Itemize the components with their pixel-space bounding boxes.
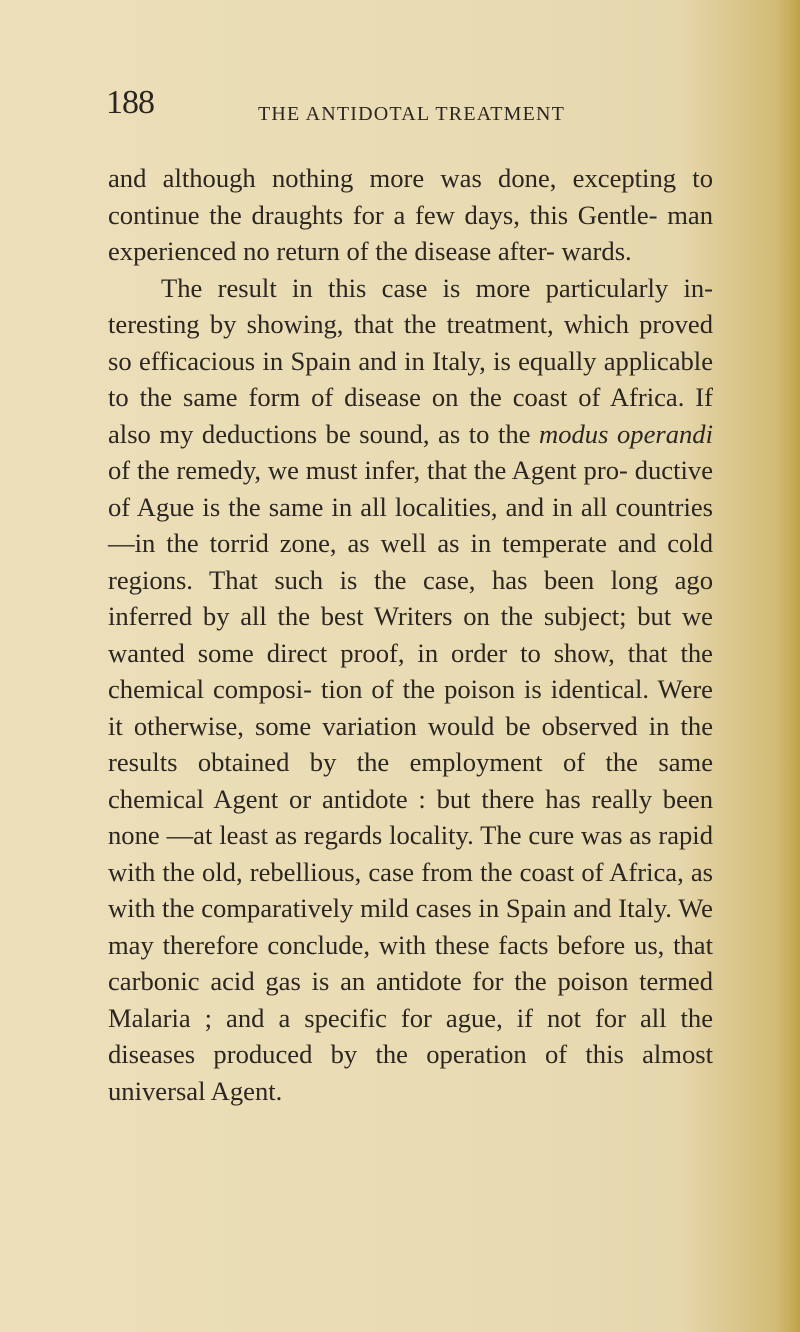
italic-phrase: modus operandi <box>538 418 713 449</box>
body-text <box>108 160 713 1109</box>
page-number: 188 <box>106 84 154 121</box>
page-edge-shadow <box>774 0 800 1332</box>
paragraph-2-text-start: The result in this case is more particularly in- teresting by showing, that the treatment, which proved so efficacious in Spain and in Italy, is equally applicable to the same form of disease on the coast of Africa. If also my deductions be sound, as to the <box>108 272 713 449</box>
paragraph-2 <box>108 270 713 1110</box>
running-head: THE ANTIDOTAL TREATMENT <box>258 103 566 125</box>
paragraph-2-text-end: of the remedy, we must infer, that the Agent pro- ductive of Ague is the same in all localities, and in all countries—in the torrid zone, as well as in temperate and cold regions. That such is the case, has been long ago inferred by all the best Writers on the subject; but we wanted some direct proof, in order to show, that the chemical composi- tion of the poison is identical. Were it otherwise, some variation would be observed in the results obtained by the employment of the same chemical Agent or antidote : but there has really been none —at least as regards locality. The cure was as rapid with the old, rebellious, case from the coast of Africa, as with the comparatively mild cases in Spain and Italy. We may therefore conclude, with these facts before us, that carbonic acid gas is an antidote for the poison termed Malaria ; and a specific for ague, if not for all the diseases produced by the operation of this almost universal Agent. <box>108 455 713 1106</box>
paragraph-1: and although nothing more was done, excepting to continue the draughts for a few days, this Gentle- man experienced no return of the disease after- wards. <box>108 163 713 266</box>
